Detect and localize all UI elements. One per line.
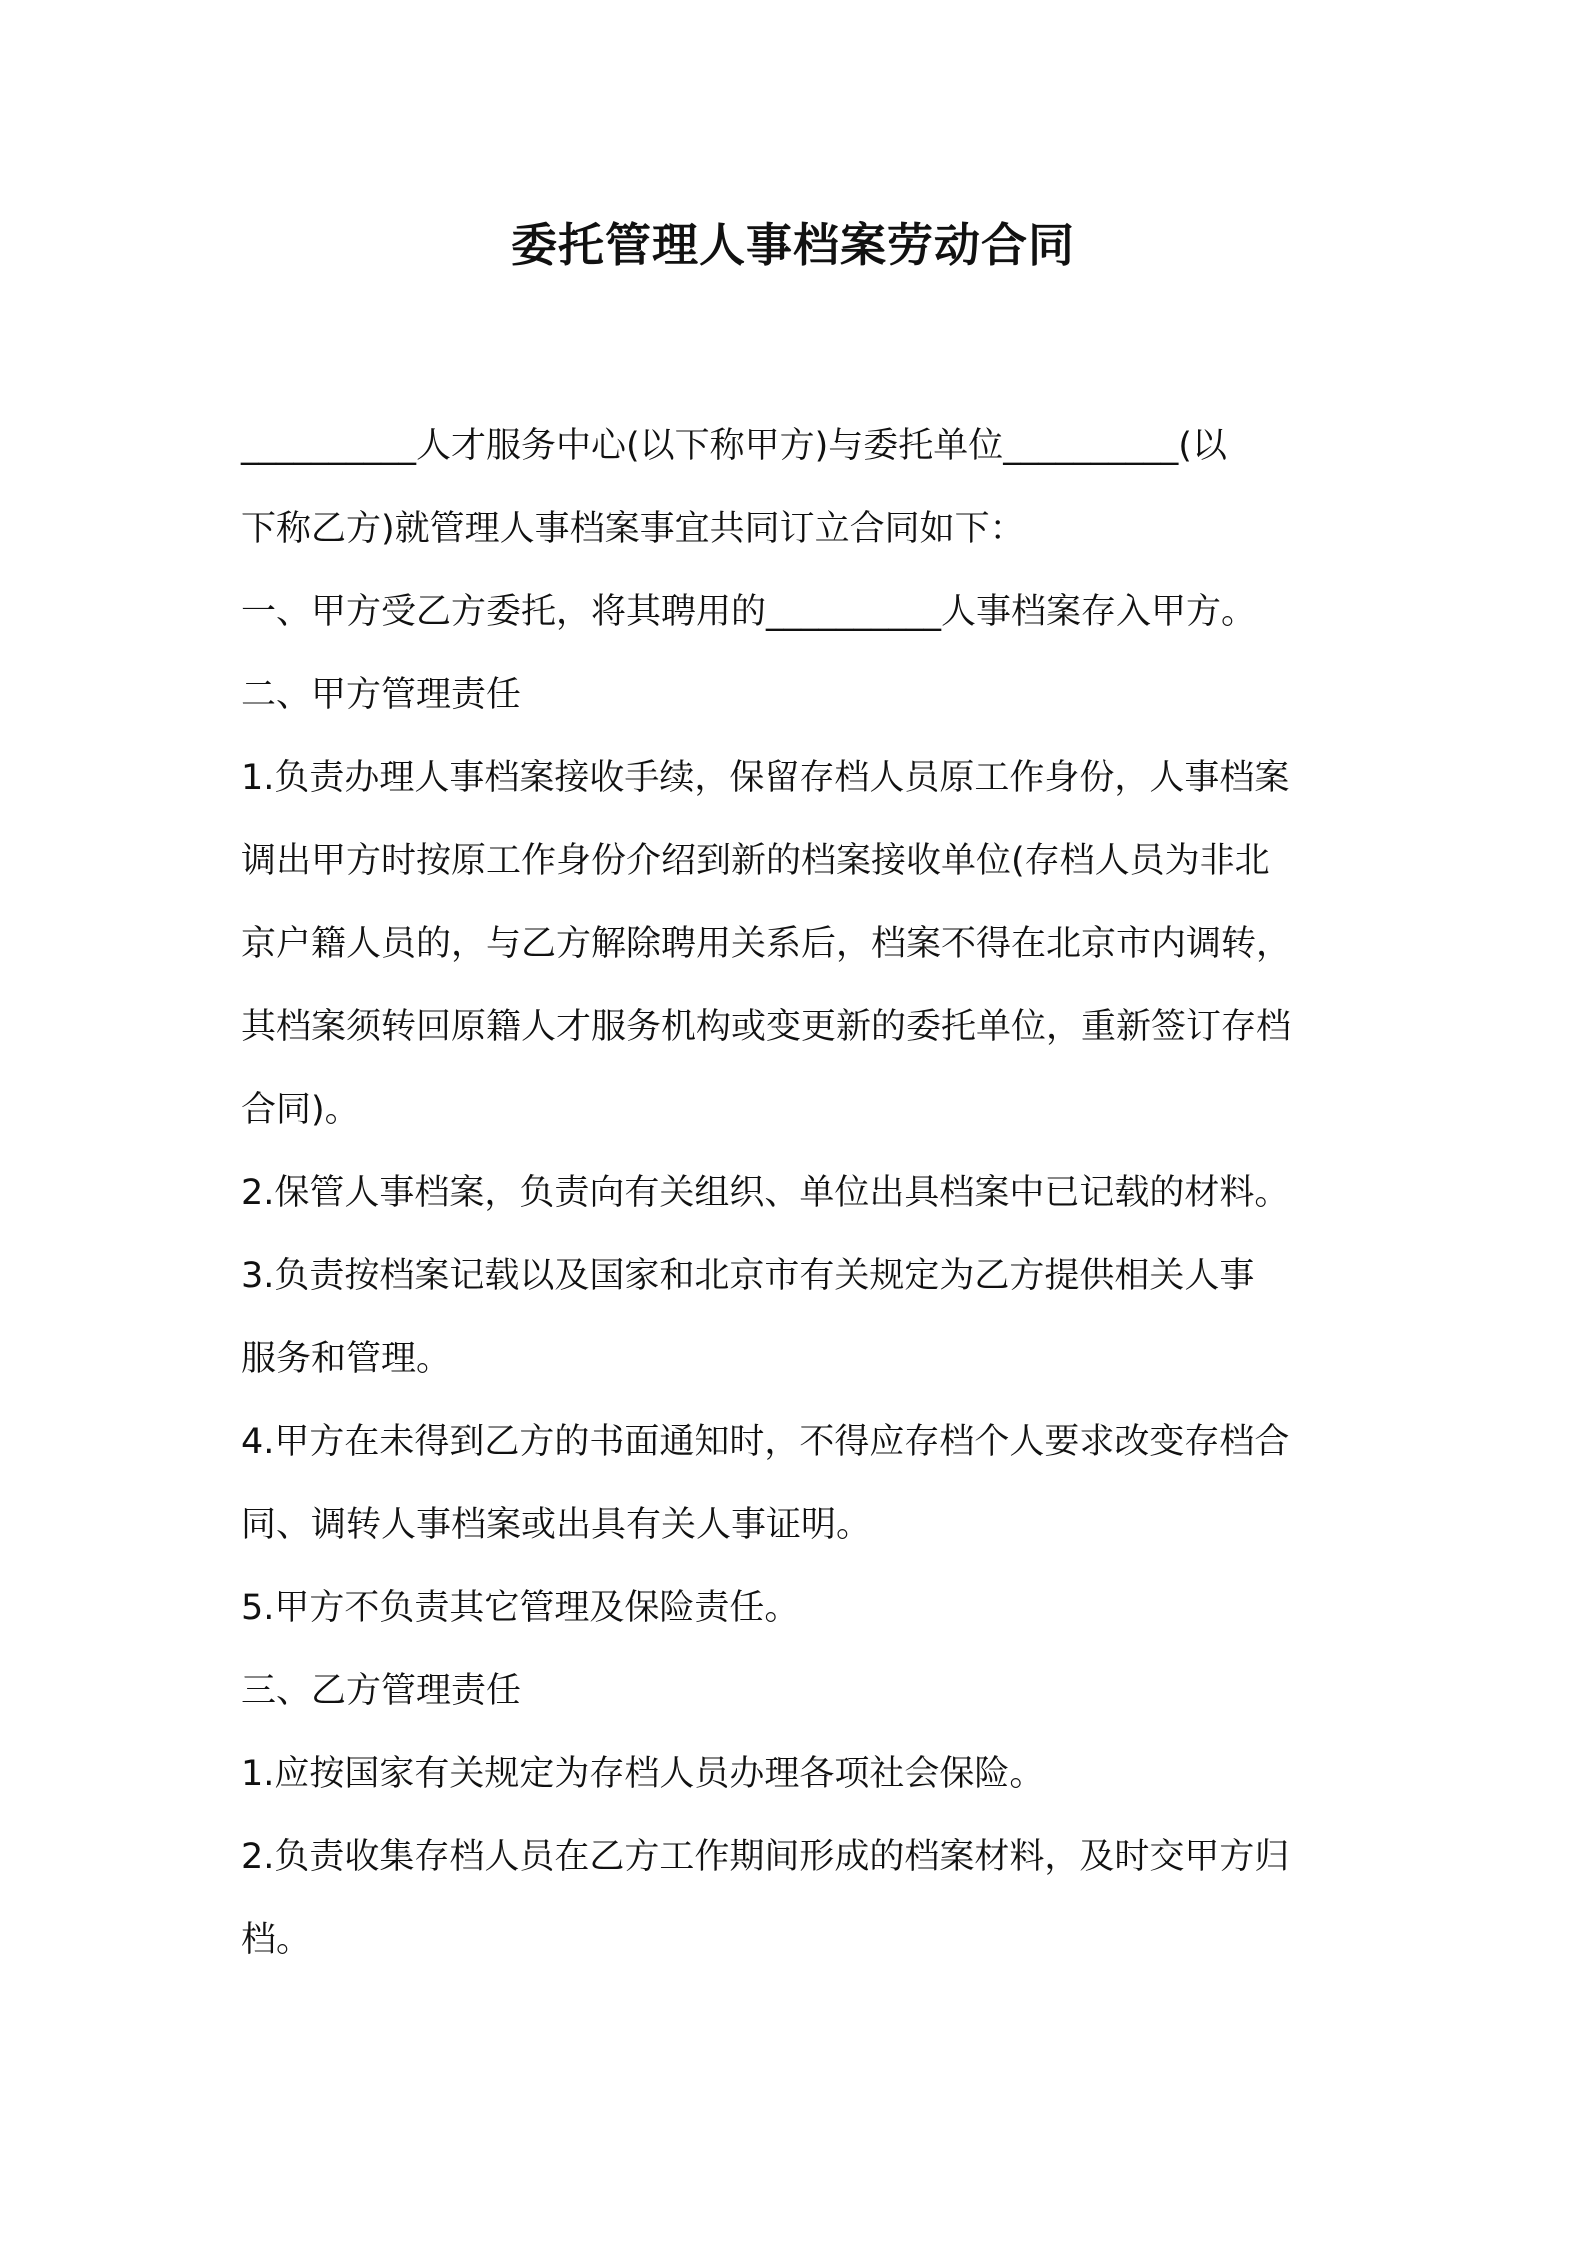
section-2-item-3-line-1: 3.负责按档案记载以及国家和北京市有关规定为乙方提供相关人事 bbox=[241, 1256, 1255, 1296]
section-2-item-1-line-1: 1.负责办理人事档案接收手续，保留存档人员原工作身份，人事档案 bbox=[241, 758, 1290, 798]
intro-line-2: 下称乙方)就管理人事档案事宜共同订立合同如下： bbox=[241, 509, 1025, 549]
section-2-item-3-line-2: 服务和管理。 bbox=[241, 1339, 452, 1379]
clause-1-line: 一、甲方受乙方委托，将其聘用的__________人事档案存入甲方。 bbox=[241, 592, 1257, 632]
document-title: 委托管理人事档案劳动合同 bbox=[511, 218, 1075, 272]
section-3-item-2-line-2: 档。 bbox=[241, 1920, 312, 1960]
section-3-item-2-line-1: 2.负责收集存档人员在乙方工作期间形成的档案材料，及时交甲方归 bbox=[241, 1837, 1290, 1877]
section-2-item-4-line-2: 同、调转人事档案或出具有关人事证明。 bbox=[241, 1505, 872, 1545]
section-3-heading: 三、乙方管理责任 bbox=[241, 1671, 522, 1711]
section-2-heading: 二、甲方管理责任 bbox=[241, 675, 522, 715]
section-3-item-1-line: 1.应按国家有关规定为存档人员办理各项社会保险。 bbox=[241, 1754, 1045, 1794]
section-2-item-1-line-4: 其档案须转回原籍人才服务机构或变更新的委托单位，重新签订存档 bbox=[241, 1007, 1292, 1047]
section-2-item-5-line: 5.甲方不负责其它管理及保险责任。 bbox=[241, 1588, 800, 1628]
intro-line-1: __________人才服务中心(以下称甲方)与委托单位__________(以 bbox=[241, 426, 1227, 466]
section-2-item-1-line-5: 合同)。 bbox=[241, 1090, 360, 1130]
section-2-item-1-line-2: 调出甲方时按原工作身份介绍到新的档案接收单位(存档人员为非北 bbox=[241, 841, 1270, 881]
section-2-item-1-line-3: 京户籍人员的，与乙方解除聘用关系后，档案不得在北京市内调转， bbox=[241, 924, 1292, 964]
section-2-item-4-line-1: 4.甲方在未得到乙方的书面通知时，不得应存档个人要求改变存档合 bbox=[241, 1422, 1290, 1462]
section-2-item-2-line: 2.保管人事档案，负责向有关组织、单位出具档案中已记载的材料。 bbox=[241, 1173, 1290, 1213]
document-body bbox=[241, 405, 1361, 1982]
